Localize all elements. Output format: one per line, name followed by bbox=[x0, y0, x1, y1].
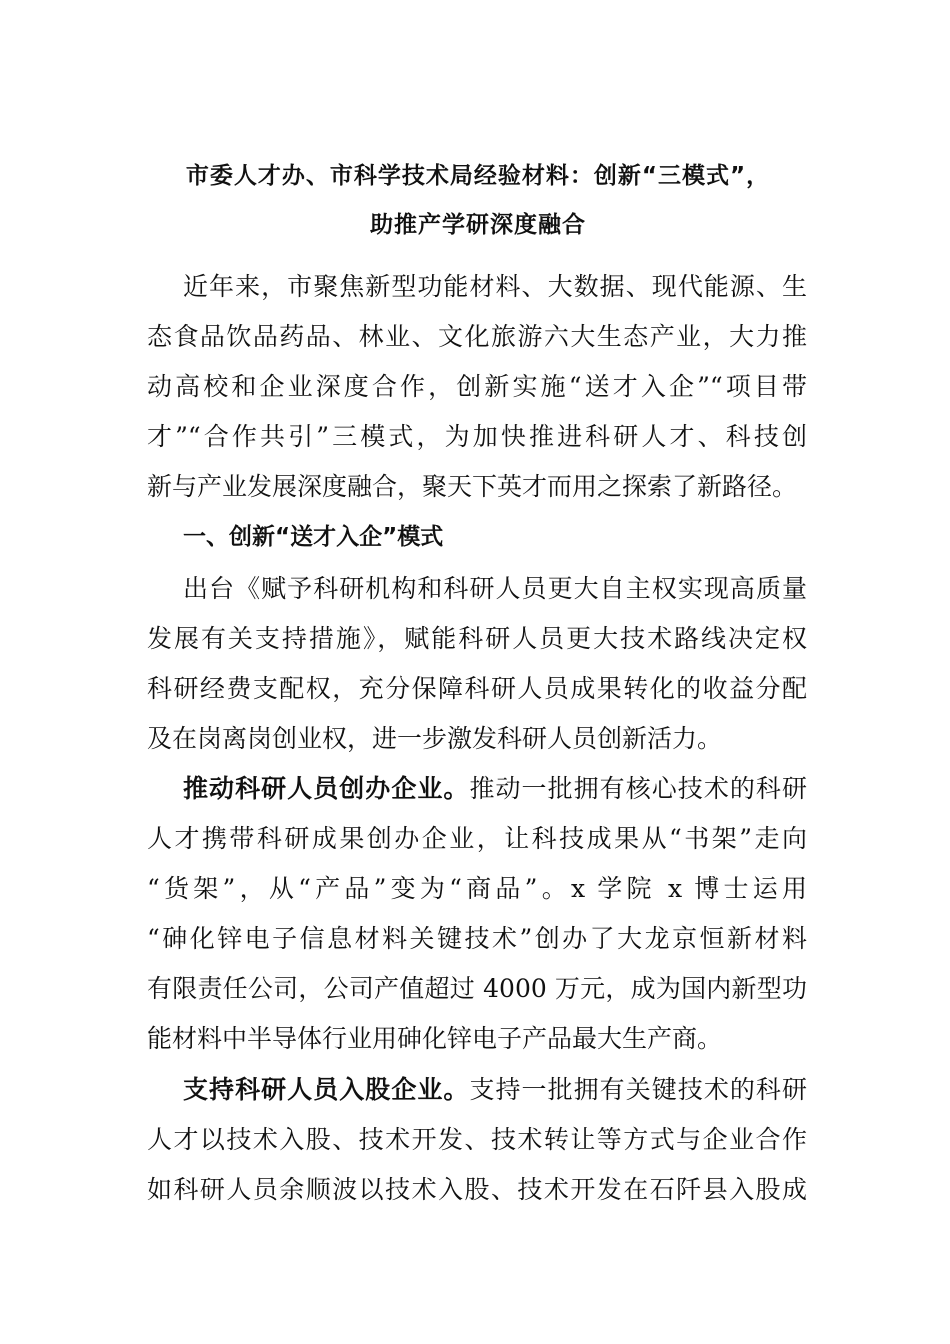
para-2-line-5: 有限责任公司，公司产值超过 4000 万元，成为国内新型功 bbox=[147, 974, 807, 1003]
section-1-line-1: 出台《赋予科研机构和科研人员更大自主权实现高质量 bbox=[183, 574, 807, 603]
intro-line-5: 新与产业发展深度融合，聚天下英才而用之探索了新路径。 bbox=[147, 472, 798, 501]
section-1-heading: 一、创新“送才入企”模式 bbox=[183, 524, 444, 550]
intro-line-1: 近年来，市聚焦新型功能材料、大数据、现代能源、生 bbox=[183, 272, 807, 301]
intro-line-2: 态食品饮品药品、林业、文化旅游六大生态产业，大力推 bbox=[147, 322, 807, 351]
para-3-line-1 bbox=[147, 1073, 807, 1107]
section-1-line-4: 及在岗离岗创业权，进一步激发科研人员创新活力。 bbox=[147, 724, 723, 753]
para-2-lead: 推动科研人员创办企业。 bbox=[183, 774, 470, 803]
para-3-line-2: 人才以技术入股、技术开发、技术转让等方式与企业合作 bbox=[147, 1125, 807, 1154]
para-3-line-3: 如科研人员余顺波以技术入股、技术开发在石阡县入股成 bbox=[147, 1175, 807, 1204]
para-2-line-6: 能材料中半导体行业用砷化锌电子产品最大生产商。 bbox=[147, 1024, 723, 1053]
document-title-line-1: 市委人才办、市科学技术局经验材料：创新“三模式”， bbox=[185, 163, 771, 189]
para-3-first-rest: 支持一批拥有关键技术的科研 bbox=[469, 1075, 807, 1104]
para-3-lead: 支持科研人员入股企业。 bbox=[183, 1075, 470, 1104]
para-2-line-2: 人才携带科研成果创办企业，让科技成果从“书架”走向 bbox=[147, 824, 807, 853]
intro-line-3: 动高校和企业深度合作，创新实施“送才入企”“项目带 bbox=[147, 372, 807, 401]
para-2-line-3: “货架”，从“产品”变为“商品”。x 学院 x 博士运用 bbox=[147, 874, 807, 903]
section-1-line-2: 发展有关支持措施》，赋能科研人员更大技术路线决定权 bbox=[147, 624, 807, 653]
para-2-first-rest: 推动一批拥有核心技术的科研 bbox=[469, 774, 807, 803]
section-1-line-3: 科研经费支配权，充分保障科研人员成果转化的收益分配 bbox=[147, 674, 807, 703]
para-2-line-4: “砷化锌电子信息材料关键技术”创办了大龙京恒新材料 bbox=[147, 924, 807, 953]
intro-line-4: 才”“合作共引”三模式，为加快推进科研人才、科技创 bbox=[147, 422, 807, 451]
document-title-line-2: 助推产学研深度融合 bbox=[370, 212, 586, 238]
para-2-line-1 bbox=[147, 772, 807, 806]
